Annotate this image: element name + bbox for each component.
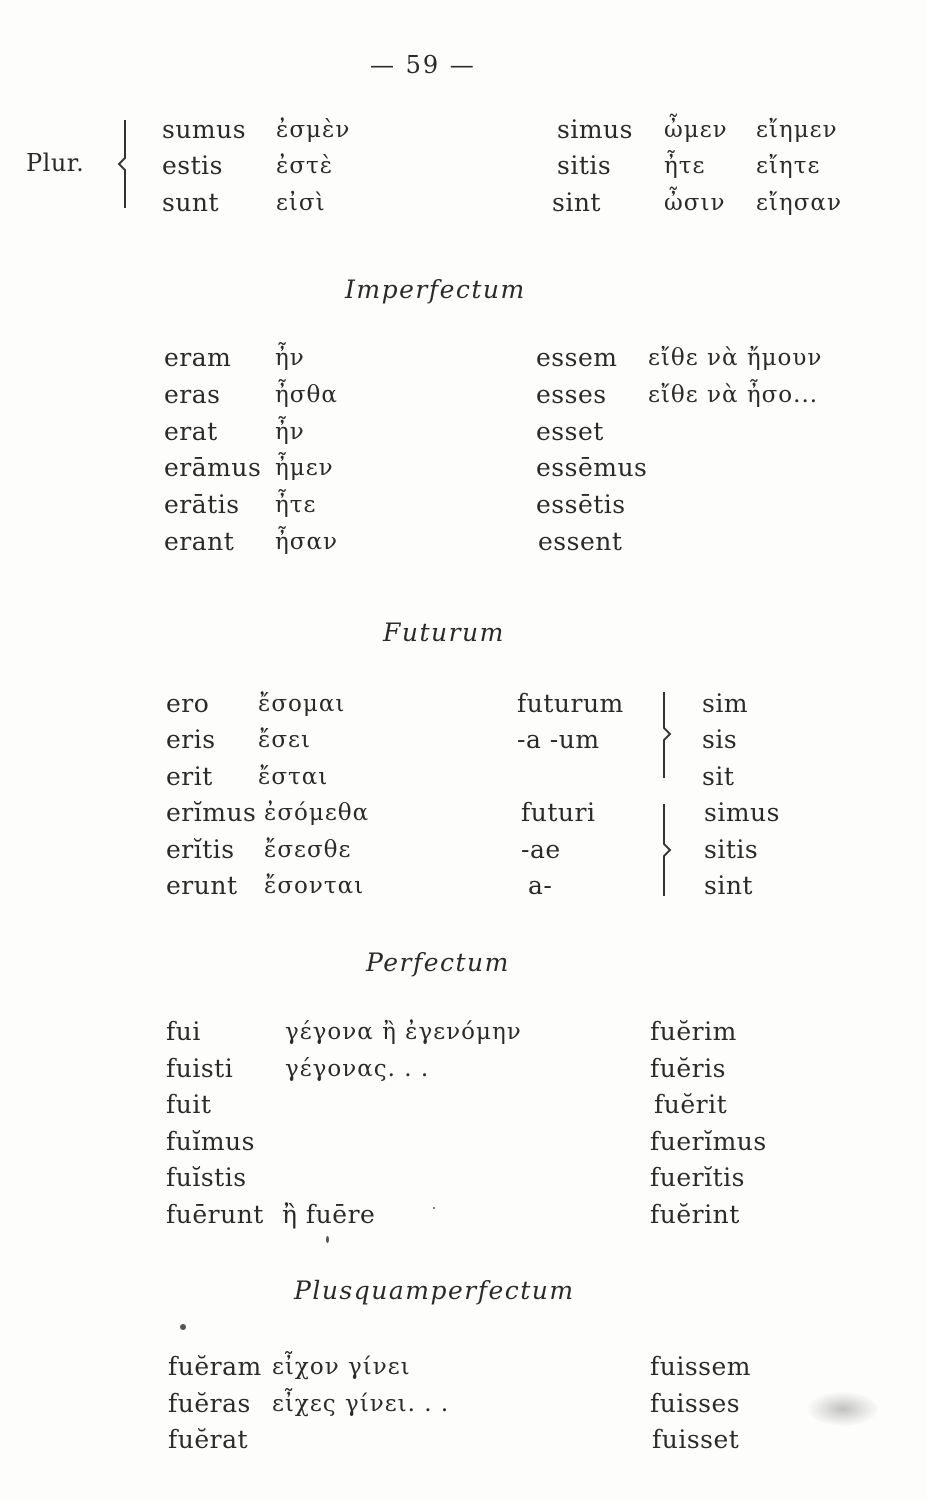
plural-brace	[112, 118, 132, 210]
present-subj-latin-3: sint	[552, 188, 601, 217]
fut-ind-greek-3: ἔσται	[258, 764, 329, 790]
fut-participle-5: -ae	[521, 835, 561, 864]
perf-ind-latin-1: fui	[166, 1017, 201, 1046]
fut-ind-latin-2: eris	[166, 725, 216, 754]
present-subj-latin-2: sitis	[557, 151, 612, 180]
perf-subj-4: fuerĭmus	[650, 1127, 767, 1156]
imperf-subj-latin-6: essent	[538, 527, 623, 556]
imperf-subj-latin-5: essētis	[536, 490, 626, 519]
fut-ind-greek-1: ἔσομαι	[258, 691, 346, 717]
present-ind-latin-2: estis	[162, 151, 223, 180]
imperf-subj-latin-3: esset	[536, 417, 604, 446]
fut-subj-1: sim	[702, 689, 749, 718]
heading-plusquamperfectum: Plusquamperfectum	[294, 1276, 575, 1305]
fut-ind-latin-4: erĭmus	[166, 798, 257, 827]
imperf-subj-latin-1: essem	[536, 343, 618, 372]
present-subj-greek1-2: ἦτε	[664, 153, 706, 179]
fut-subj-3: sit	[702, 762, 735, 791]
imperf-ind-latin-6: erant	[164, 527, 235, 556]
present-ind-greek-1: ἐσμὲν	[276, 117, 351, 143]
perf-subj-2: fuĕris	[650, 1054, 726, 1083]
paper-smudge	[808, 1392, 878, 1426]
imperf-ind-latin-2: eras	[164, 380, 221, 409]
plusq-ind-latin-3: fuĕrat	[168, 1425, 249, 1454]
present-ind-greek-3: εἰσὶ	[276, 190, 326, 216]
perf-ind-latin-6: fuērunt	[166, 1200, 264, 1229]
fut-subj-5: sitis	[704, 835, 759, 864]
imperf-subj-latin-2: esses	[536, 380, 607, 409]
imperf-ind-latin-4: erāmus	[164, 453, 262, 482]
plusq-ind-latin-1: fuĕram	[168, 1352, 262, 1381]
fut-participle-6: a-	[528, 871, 553, 900]
perf-ind-greek-6: ἢ fuēre	[282, 1200, 376, 1229]
imperf-ind-latin-3: erat	[164, 417, 218, 446]
perf-ind-greek-2: γέγονας. . .	[285, 1056, 430, 1082]
present-ind-greek-2: ἐστὲ	[276, 153, 334, 179]
plural-label: Plur.	[26, 149, 85, 177]
fut-ind-latin-6: erunt	[166, 871, 238, 900]
imperf-ind-greek-3: ἦν	[275, 419, 305, 445]
heading-futurum: Futurum	[383, 618, 505, 647]
imperf-subj-greek-1: εἴθε νὰ ἤμουν	[648, 345, 823, 371]
plusq-subj-2: fuisses	[650, 1389, 741, 1418]
perf-subj-6: fuĕrint	[650, 1200, 740, 1229]
present-ind-latin-3: sunt	[162, 188, 220, 217]
fut-ind-greek-5: ἔσεσθε	[264, 837, 352, 863]
fut-ind-greek-2: ἔσει	[258, 727, 311, 753]
plusq-ind-latin-2: fuĕras	[168, 1389, 251, 1418]
perf-ind-greek-1: γέγονα ἢ ἐγενόμην	[285, 1019, 522, 1045]
fut-ind-latin-3: erit	[166, 762, 213, 791]
plusq-subj-1: fuissem	[650, 1352, 752, 1381]
perf-subj-1: fuĕrim	[650, 1017, 737, 1046]
fut-ind-greek-6: ἔσονται	[264, 873, 365, 899]
fut-subj-6: sint	[704, 871, 753, 900]
plusq-subj-3: fuisset	[652, 1425, 740, 1454]
fut-brace-upper	[659, 690, 677, 780]
fut-participle-1: futurum	[517, 689, 624, 718]
present-subj-greek1-1: ὦμεν	[664, 117, 728, 143]
present-subj-greek2-2: εἴητε	[756, 153, 821, 179]
perf-ind-latin-2: fuisti	[166, 1054, 234, 1083]
imperf-ind-greek-4: ἦμεν	[275, 455, 334, 481]
plusq-ind-greek-1: εἶχον γίνει	[272, 1354, 411, 1380]
imperf-subj-latin-4: essēmus	[536, 453, 648, 482]
perf-ind-latin-4: fuĭmus	[166, 1127, 255, 1156]
ink-speck	[433, 1207, 435, 1209]
perf-subj-5: fuerĭtis	[650, 1163, 745, 1192]
imperf-ind-greek-5: ἦτε	[275, 492, 317, 518]
page-number: — 59 —	[370, 51, 476, 79]
fut-subj-4: simus	[704, 798, 780, 827]
fut-ind-latin-1: ero	[166, 689, 210, 718]
perf-ind-latin-5: fuĭstis	[166, 1163, 247, 1192]
imperf-ind-greek-2: ἦσθα	[275, 382, 338, 408]
heading-perfectum: Perfectum	[366, 948, 510, 977]
heading-imperfectum: Imperfectum	[345, 275, 526, 304]
imperf-subj-greek-2: εἴθε νὰ ἦσο...	[648, 382, 819, 408]
present-subj-latin-1: simus	[557, 115, 633, 144]
imperf-ind-latin-5: erātis	[164, 490, 240, 519]
fut-participle-4: futuri	[521, 798, 596, 827]
imperf-ind-latin-1: eram	[164, 343, 232, 372]
present-subj-greek1-3: ὦσιν	[664, 190, 726, 216]
present-subj-greek2-1: εἴημεν	[756, 117, 838, 143]
present-ind-latin-1: sumus	[162, 115, 247, 144]
ink-speck	[326, 1236, 329, 1243]
fut-subj-2: sis	[702, 725, 738, 754]
fut-participle-2: -a -um	[517, 725, 600, 754]
imperf-ind-greek-1: ἦν	[275, 345, 305, 371]
perf-subj-3: fuĕrit	[654, 1090, 728, 1119]
ink-speck	[180, 1324, 186, 1330]
perf-ind-latin-3: fuit	[166, 1090, 212, 1119]
fut-ind-latin-5: erĭtis	[166, 835, 235, 864]
imperf-ind-greek-6: ἦσαν	[275, 529, 338, 555]
plusq-ind-greek-2: εἶχες γίνει. . .	[272, 1391, 450, 1417]
fut-ind-greek-4: ἐσόμεθα	[264, 800, 370, 826]
fut-brace-lower	[659, 802, 677, 898]
present-subj-greek2-3: εἴησαν	[756, 190, 842, 216]
